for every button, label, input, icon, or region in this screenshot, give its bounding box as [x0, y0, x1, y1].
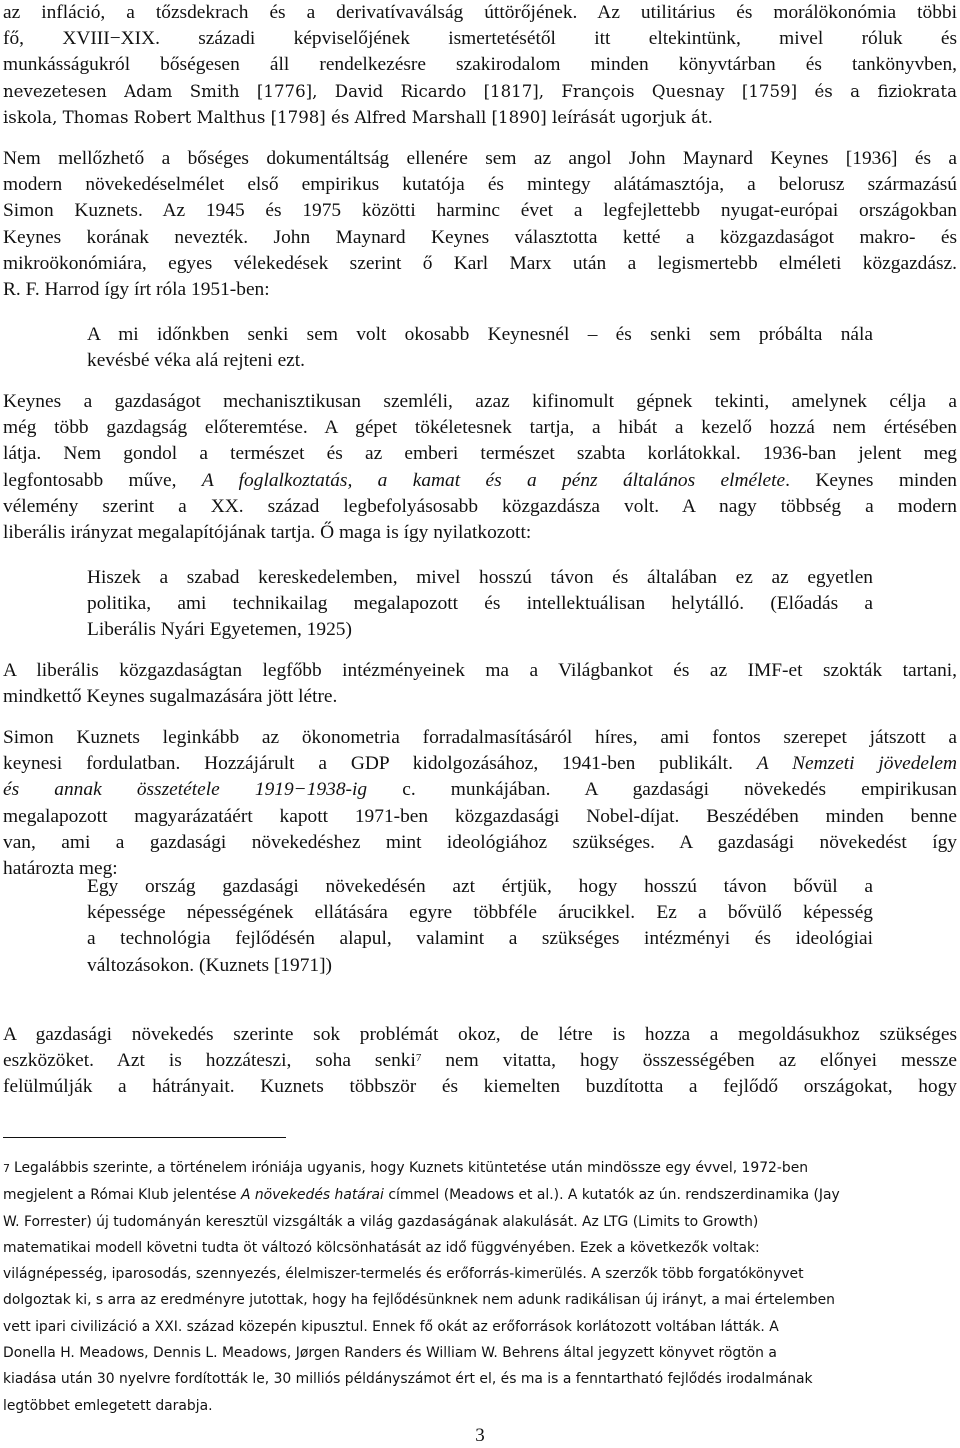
paragraph-kuznets: [3, 725, 957, 882]
text-segment: c. munkájában. A gazdasági növekedés empirikusan: [367, 779, 957, 801]
text-line: [3, 468, 957, 494]
text-segment: eszközöket. Azt is hozzáteszi, soha senki: [3, 1050, 416, 1072]
text-line: liberális irányzat megalapítójának tartja. Ő maga is így nyilatkozott:: [3, 522, 532, 544]
footnote-line: W. Forrester) új tudományán keresztül vizsgálták a világ gazdaságának alakulását. Az LTG (Limits to Growth): [3, 1213, 759, 1230]
text-line: nevezetesen Adam Smith [1776], David Ricardo [1817], François Quesnay [1759] és a fiziokrata: [3, 81, 957, 101]
text-line: Simon Kuznets leginkább az ökonometria forradalmasításáról híres, ami fontos szerepet játszott a: [3, 727, 957, 748]
text-line: változásokon. (Kuznets [1971]): [87, 954, 333, 976]
footnote-line: dolgoztak ki, s arra az eredményre jutottak, hogy ha fejlődésünknek nem adunk radikálisan új irányt, a mai értelemben: [3, 1292, 835, 1309]
text-line: iskola, Thomas Robert Malthus [1798] és Alfred Marshall [1890] leírását ugorjuk át.: [3, 107, 713, 127]
text-segment: megjelent a Római Klub jelentése: [3, 1187, 241, 1204]
text-line: mindkettő Keynes sugalmazására jött létre.: [3, 686, 338, 708]
text-segment: keynesi fordulatban. Hozzájárult a GDP kidolgozásához, 1941-ben publikált.: [3, 753, 757, 775]
text-line: A liberális közgazdaságtan legfőbb intézményeinek ma a Világbankot és az IMF-et szokták tartani,: [3, 660, 957, 681]
text-line: még több gazdagság előteremtése. A gépet tökéletesnek tartja, a hibát a kezelő hozzá nem értésében: [3, 417, 957, 439]
paragraph-keynes-mechanism: [3, 389, 957, 546]
footnote-reference[interactable]: 7: [415, 1052, 422, 1065]
book-title: és annak összetétele 1919−1938-ig: [3, 779, 368, 801]
text-line: határozta meg:: [3, 858, 118, 880]
text-line: A mi időnkben senki sem volt okosabb Keynesnél – és senki sem próbálta nála: [87, 324, 873, 345]
text-line: R. F. Harrod így írt róla 1951-ben:: [3, 279, 270, 301]
text-line: látja. Nem gondol a természet és az emberi természet szabta korlátokkal. 1936-ban jelent meg: [3, 443, 957, 465]
footnote-separator: [3, 1137, 286, 1138]
text-line: képessége népességének ellátására egyre többféle árucikkel. Ez a bővülő képesség: [87, 902, 873, 924]
paragraph-intro: [3, 0, 957, 131]
text-line: megalapozott magyarázatáért kapott 1971-ben közgazdasági Nobel-díjat. Beszédében minden benne: [3, 805, 957, 827]
text-line: vélemény szerint a XX. század legbefolyásosabb közgazdásza volt. A nagy többség a modern: [3, 495, 957, 517]
text-line: [3, 751, 957, 777]
text-line: fő, XVIII−XIX. századi képviselőjének ismertetésétől itt eltekintünk, mivel róluk és: [3, 28, 957, 50]
footnote-line: [3, 1155, 957, 1182]
footnote-line: Donella H. Meadows, Dennis L. Meadows, Jørgen Randers és William W. Behrens által jegyzett könyvet rögtön a: [3, 1345, 777, 1362]
book-title: A Nemzeti jövedelem: [756, 753, 957, 775]
text-line: felülmúlják a hátrányait. Kuznets többször és kiemelten buzdította a fejlődő országokat, hogy: [3, 1076, 957, 1098]
text-segment: legfontosabb műve,: [3, 469, 202, 491]
paragraph-keynes-kuznets: [3, 146, 957, 303]
footnote-line: [3, 1182, 957, 1208]
text-segment: . Keynes minden: [785, 469, 957, 491]
page-number: 3: [475, 1425, 485, 1446]
blockquote-keynes: [87, 565, 873, 644]
text-line: van, ami a gazdasági növekedéshez mint ideológiához szükséges. A gazdasági növekedést így: [3, 831, 957, 853]
text-line: munkásságukról bőségesen áll rendelkezésre szakirodalom minden könyvtárban és tankönyvben,: [3, 54, 957, 76]
text-segment: Legalábbis szerinte, a történelem iróniája ugyanis, hogy Kuznets kitüntetése után mindössze egy évvel, 1972-ben: [14, 1160, 809, 1176]
footnote-mark: 7: [3, 1162, 10, 1175]
footnote-line: legtöbbet emlegetett darabja.: [3, 1397, 213, 1414]
blockquote-harrod: [87, 322, 873, 374]
paragraph-growth-problems: [3, 1022, 957, 1101]
text-segment: címmel (Meadows et al.). A kutatók az ún. rendszerdinamika (Jay: [383, 1187, 840, 1204]
text-line: Keynes a gazdaságot mechanisztikusan szemléli, azaz kifinomult gépnek tekinti, amelynek célja a: [3, 391, 957, 412]
text-line: Liberális Nyári Egyetemen, 1925): [87, 619, 352, 641]
text-line: Egy ország gazdasági növekedésén azt értjük, hogy hosszú távon bővül a: [87, 876, 873, 897]
text-line: Keynes korának nevezték. John Maynard Keynes választotta ketté a közgazdaságot makro- és: [3, 226, 957, 248]
footnote-line: világnépesség, iparosodás, szennyezés, élelmiszer-termelés és erőforrás-kimerülés. A szerzők több forgatókönyvet: [3, 1266, 804, 1283]
text-line: kevésbé véka alá rejteni ezt.: [87, 350, 306, 372]
report-title: A növekedés határai: [240, 1187, 384, 1204]
footnote-line: matematikai modell követni tudta öt változó kölcsönhatását az idő függvényében. Ezek a következők voltak:: [3, 1239, 760, 1256]
text-line: [3, 777, 957, 803]
blockquote-kuznets: [87, 874, 873, 979]
footnote: [3, 1155, 957, 1419]
text-line: mikroökonómiára, egyes vélekedések szerint ő Karl Marx után a legismertebb elméleti közgazdász.: [3, 252, 957, 274]
text-line: [3, 1048, 957, 1074]
text-line: Simon Kuznets. Az 1945 és 1975 közötti harminc évet a legfejlettebb nyugat-európai országokban: [3, 200, 957, 222]
text-line: modern növekedéselmélet első empirikus kutatója és mintegy alátámasztója, a belorusz származású: [3, 174, 957, 196]
book-title: A foglalkoztatás, a kamat és a pénz általános elmélete: [201, 469, 786, 491]
text-line: politika, ami technikailag megalapozott és intellektuálisan helytálló. (Előadás a: [87, 593, 873, 615]
text-line: Nem mellőzhető a bőséges dokumentáltság ellenére sem az angol John Maynard Keynes [1936] és a: [3, 148, 957, 169]
paragraph-liberal-economics: [3, 658, 957, 710]
footnote-line: vett ipari civilizáció a XXI. század közepén kipusztul. Ennek fő okát az erőforrások korlátozott voltában látták. A: [3, 1318, 779, 1335]
text-line: A gazdasági növekedés szerinte sok problémát okoz, de létre is hozza a megoldásukhoz szükséges: [3, 1024, 957, 1045]
text-line: Hiszek a szabad kereskedelemben, mivel hosszú távon és általában ez az egyetlen: [87, 567, 873, 588]
text-segment: nem vitatta, hogy összességében az előnyei messze: [421, 1050, 957, 1072]
text-line: az infláció, a tőzsdekrach és a derivatívaválság úttörőjének. Az utilitárius és morálökonómia többi: [3, 2, 957, 23]
footnote-line: kiadása után 30 nyelvre fordították le, 30 milliós példányszámot ért el, és ma is a fenntartható fejlődés irodalmának: [3, 1371, 813, 1388]
text-line: a technológia fejlődésén alapul, valamint a szükséges intézményi és ideológiai: [87, 928, 873, 950]
